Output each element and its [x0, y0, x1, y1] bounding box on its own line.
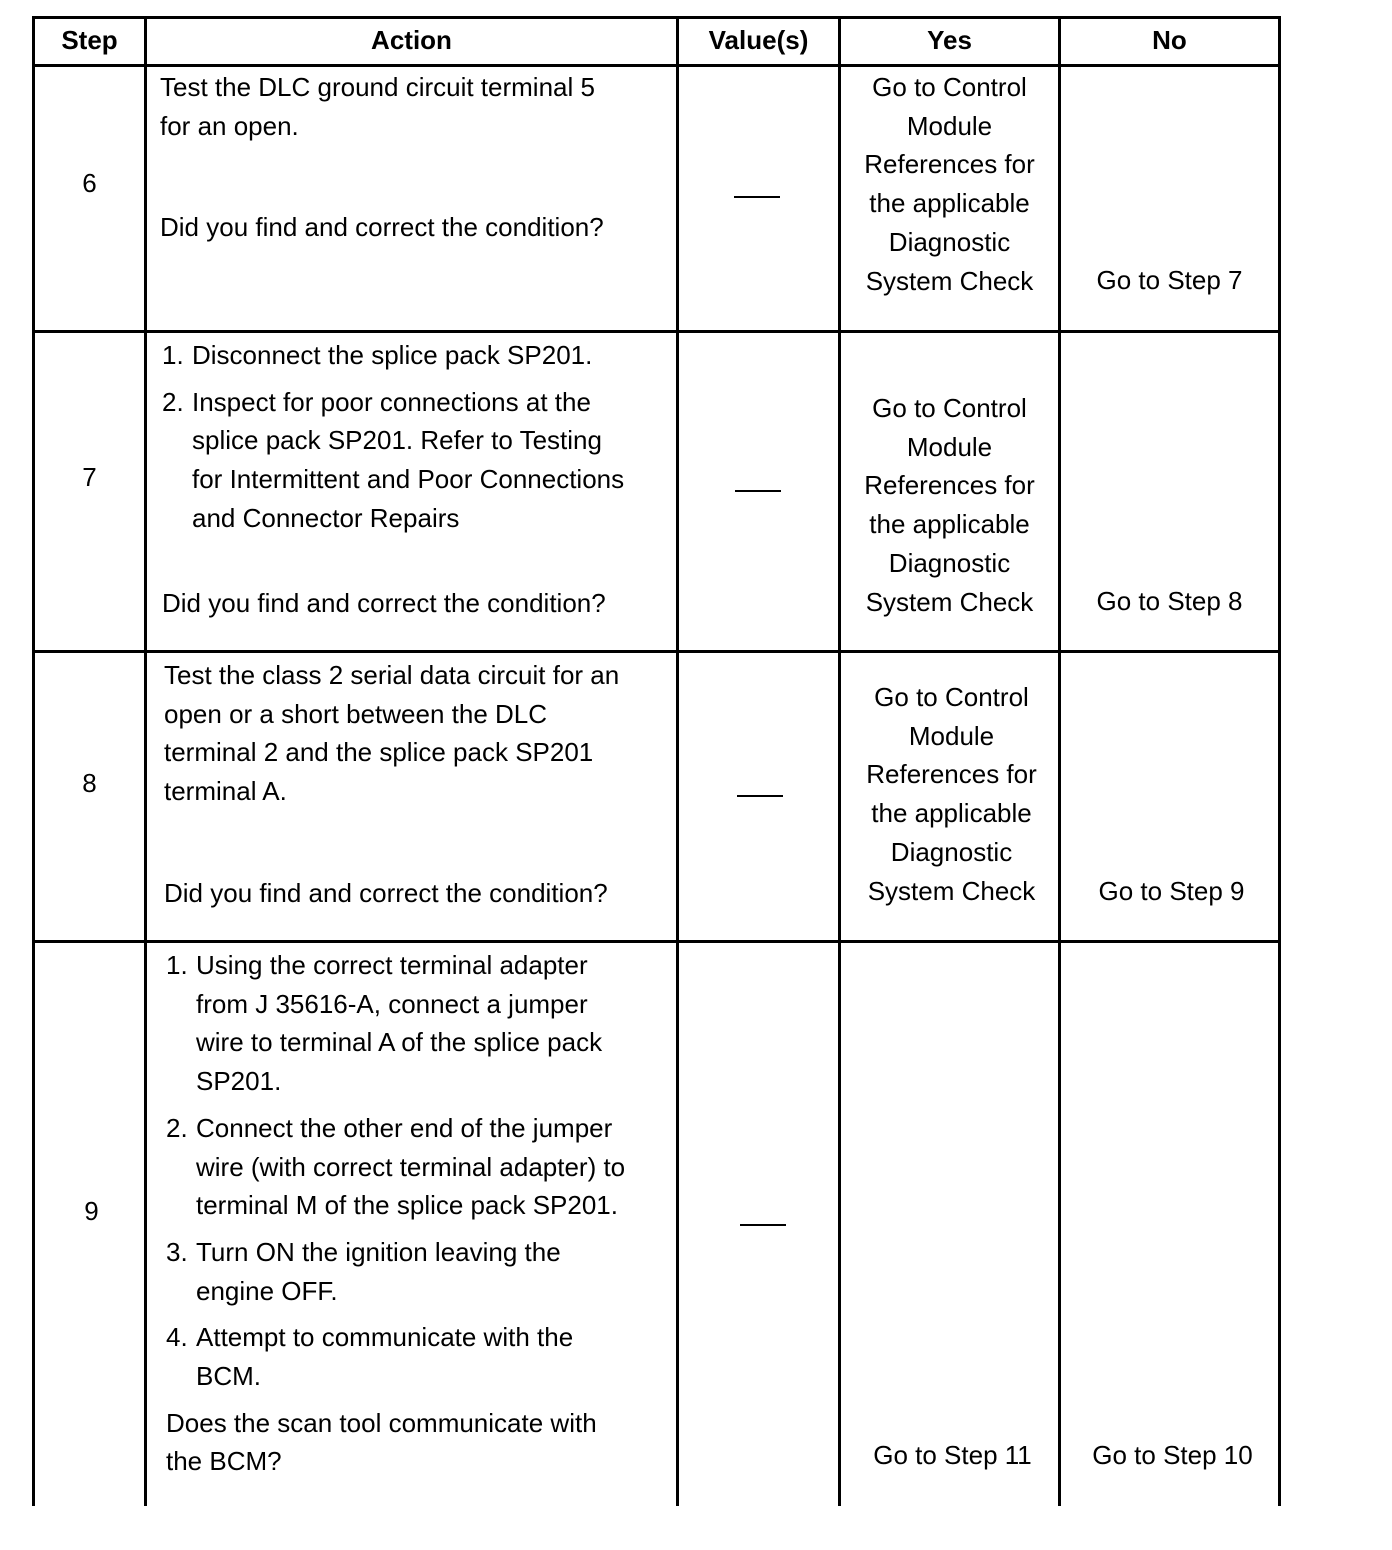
- header-yes: Yes: [927, 25, 972, 55]
- no-cell: Go to Step 10: [1092, 1440, 1253, 1470]
- table-border-right: [1278, 16, 1281, 1506]
- value-dash: [735, 490, 781, 492]
- row-divider: [32, 330, 1281, 333]
- value-dash: [737, 795, 783, 797]
- action-question: Does the scan tool communicate with the BCM?: [166, 1407, 597, 1477]
- yes-cell: [841, 68, 1058, 300]
- header-action: Action: [371, 25, 452, 55]
- action-text: terminal A.: [164, 776, 287, 807]
- action-text: open or a short between the DLC: [164, 698, 548, 729]
- step-number: 7: [82, 462, 97, 492]
- step-number: 8: [82, 768, 97, 798]
- table-border-left: [32, 16, 35, 1506]
- yes-text: References for: [864, 149, 1035, 180]
- row-divider: [32, 940, 1281, 943]
- no-cell: Go to Step 7: [1096, 265, 1243, 295]
- column-divider: [144, 16, 147, 1506]
- yes-text: the applicable: [869, 509, 1030, 540]
- no-cell: Go to Step 8: [1096, 586, 1243, 616]
- yes-cell: Go to Step 11: [873, 1440, 1032, 1470]
- yes-text: Go to Control: [872, 393, 1027, 423]
- value-dash: [734, 196, 780, 198]
- action-cell: [162, 336, 672, 622]
- list-item: 4. Attempt to communicate with the BCM.: [166, 1322, 574, 1392]
- value-dash: [740, 1224, 786, 1226]
- yes-text: Diagnostic: [888, 547, 1011, 578]
- header-values: Value(s): [708, 25, 809, 55]
- yes-cell: [841, 389, 1058, 621]
- column-divider: [676, 16, 679, 1506]
- yes-text: System Check: [865, 586, 1034, 617]
- row-divider: [32, 64, 1281, 67]
- action-question: Did you find and correct the condition?: [164, 877, 608, 908]
- action-cell: [164, 656, 674, 913]
- no-cell: Go to Step 9: [1098, 876, 1245, 906]
- list-item: 1. Using the correct terminal adapter from J 35616-A, connect a jumper wire to terminal A of the splice pack SP201.: [166, 950, 603, 1097]
- yes-text: References for: [866, 759, 1037, 790]
- diagnostic-table: [32, 16, 1280, 1506]
- yes-text: Diagnostic: [888, 226, 1011, 257]
- action-question: Did you find and correct the condition?: [162, 587, 606, 618]
- action-text: for an open.: [160, 110, 299, 141]
- list-item: 3. Turn ON the ignition leaving the engine OFF.: [166, 1236, 561, 1306]
- yes-text: Module: [906, 431, 993, 462]
- yes-cell: [843, 678, 1060, 910]
- row-divider: [32, 650, 1281, 653]
- yes-text: Go to Control: [874, 682, 1029, 712]
- header-step: Step: [61, 25, 118, 55]
- step-number: 9: [84, 1196, 99, 1226]
- yes-text: System Check: [867, 875, 1036, 906]
- yes-text: the applicable: [871, 798, 1032, 829]
- action-text: Test the DLC ground circuit terminal 5: [160, 72, 595, 102]
- yes-text: Module: [908, 720, 995, 751]
- action-cell: [160, 68, 670, 247]
- list-item: 1. Disconnect the splice pack SP201.: [162, 340, 593, 370]
- action-question: Did you find and correct the condition?: [160, 212, 604, 243]
- yes-text: Diagnostic: [890, 836, 1013, 867]
- header-no: No: [1152, 25, 1187, 55]
- yes-text: System Check: [865, 265, 1034, 296]
- yes-text: Go to Control: [872, 72, 1027, 102]
- yes-text: the applicable: [869, 188, 1030, 219]
- list-item: 2. Connect the other end of the jumper wire (with correct terminal adapter) to terminal M of the splice pack SP201.: [166, 1112, 626, 1221]
- yes-text: Module: [906, 110, 993, 141]
- action-text: Test the class 2 serial data circuit for an: [164, 660, 620, 690]
- action-cell: [166, 946, 676, 1481]
- yes-text: References for: [864, 470, 1035, 501]
- action-text: terminal 2 and the splice pack SP201: [164, 737, 594, 768]
- list-item: 2. Inspect for poor connections at the splice pack SP201. Refer to Testing for Intermittent and Poor Connections and Connector Repairs: [162, 386, 625, 533]
- step-number: 6: [82, 168, 97, 198]
